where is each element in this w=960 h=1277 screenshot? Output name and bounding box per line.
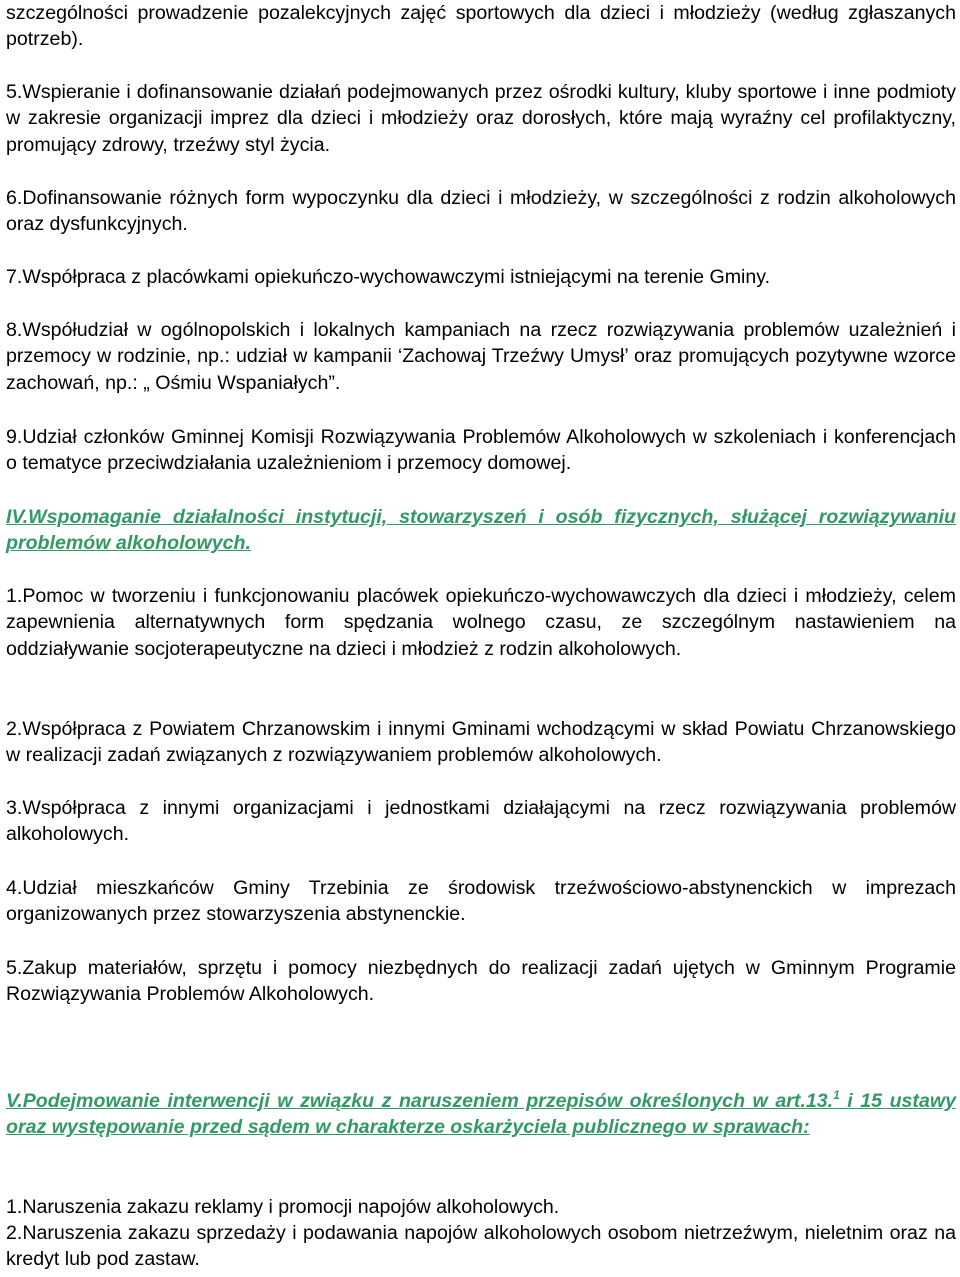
paragraph-intro-continuation: szczególności prowadzenie pozalekcyjnych zajęć sportowych dla dzieci i młodzieży (według zgłaszanych potrzeb). <box>6 2 956 51</box>
section-v-item-1: 1.Naruszenia zakazu reklamy i promocji napojów alkoholowych. <box>6 1196 560 1218</box>
paragraph-item-5: 5.Wspieranie i dofinansowanie działań podejmowanych przez ośrodki kultury, kluby sportowe i inne podmioty w zakresie organizacji imprez dla dzieci i młodzieży oraz dorosłych, które mają wyraźny cel profilaktyczny, promujący zdrowy, trzeźwy styl życia. <box>6 81 956 156</box>
section-v-heading <box>6 1088 956 1141</box>
section-v-heading-part2: i 15 ustawy oraz występowanie przed sądem w charakterze oskarżyciela publicznego w sprawach: <box>6 1090 956 1139</box>
paragraph-item-6: 6.Dofinansowanie różnych form wypoczynku dla dzieci i młodzieży, w szczególności z rodzin alkoholowych oraz dysfunkcyjnych. <box>6 187 956 236</box>
section-v-item-2: 2.Naruszenia zakazu sprzedaży i podawania napojów alkoholowych osobom nietrzeźwym, nieletnim oraz na kredyt lub pod zastaw. <box>6 1222 956 1271</box>
paragraph-item-9: 9.Udział członków Gminnej Komisji Rozwiązywania Problemów Alkoholowych w szkoleniach i konferencjach o tematyce przeciwdziałania uzależnieniom i przemocy domowej. <box>6 426 956 475</box>
section-v-heading-superscript: 1 <box>833 1088 840 1102</box>
section-iv-item-4: 4.Udział mieszkańców Gminy Trzebinia ze środowisk trzeźwościowo-abstynenckich w imprezach organizowanych przez stowarzyszenia abstynenckie. <box>6 877 956 926</box>
section-iv-heading: IV.Wspomaganie działalności instytucji, stowarzyszeń i osób fizycznych, służącej rozwiązywaniu problemów alkoholowych. <box>6 506 956 555</box>
paragraph-item-7: 7.Współpraca z placówkami opiekuńczo-wychowawczymi istniejącymi na terenie Gminy. <box>6 266 771 288</box>
section-v-heading-part1: V.Podejmowanie interwencji w związku z naruszeniem przepisów określonych w art.13. <box>6 1090 834 1112</box>
paragraph-item-8: 8.Współudział w ogólnopolskich i lokalnych kampaniach na rzecz rozwiązywania problemów uzależnień i przemocy w rodzinie, np.: udział w kampanii ‘Zachowaj Trzeźwy Umysł’ oraz promujących pozytywne wzorce zachowań, np.: „ Ośmiu Wspaniałych”. <box>6 319 956 394</box>
section-iv-item-1: 1.Pomoc w tworzeniu i funkcjonowaniu placówek opiekuńczo-wychowawczych dla dzieci i młodzieży, celem zapewnienia alternatywnych form spędzania wolnego czasu, ze szczególnym nastawieniem na oddziaływanie socjoterapeutyczne na dzieci i młodzież z rodzin alkoholowych. <box>6 585 956 660</box>
section-iv-item-5: 5.Zakup materiałów, sprzętu i pomocy niezbędnych do realizacji zadań ujętych w Gminnym Programie Rozwiązywania Problemów Alkoholowych. <box>6 957 956 1006</box>
section-iv-item-3: 3.Współpraca z innymi organizacjami i jednostkami działającymi na rzecz rozwiązywania problemów alkoholowych. <box>6 797 956 846</box>
section-iv-item-2: 2.Współpraca z Powiatem Chrzanowskim i innymi Gminami wchodzącymi w skład Powiatu Chrzanowskiego w realizacji zadań związanych z rozwiązywaniem problemów alkoholowych. <box>6 718 956 767</box>
